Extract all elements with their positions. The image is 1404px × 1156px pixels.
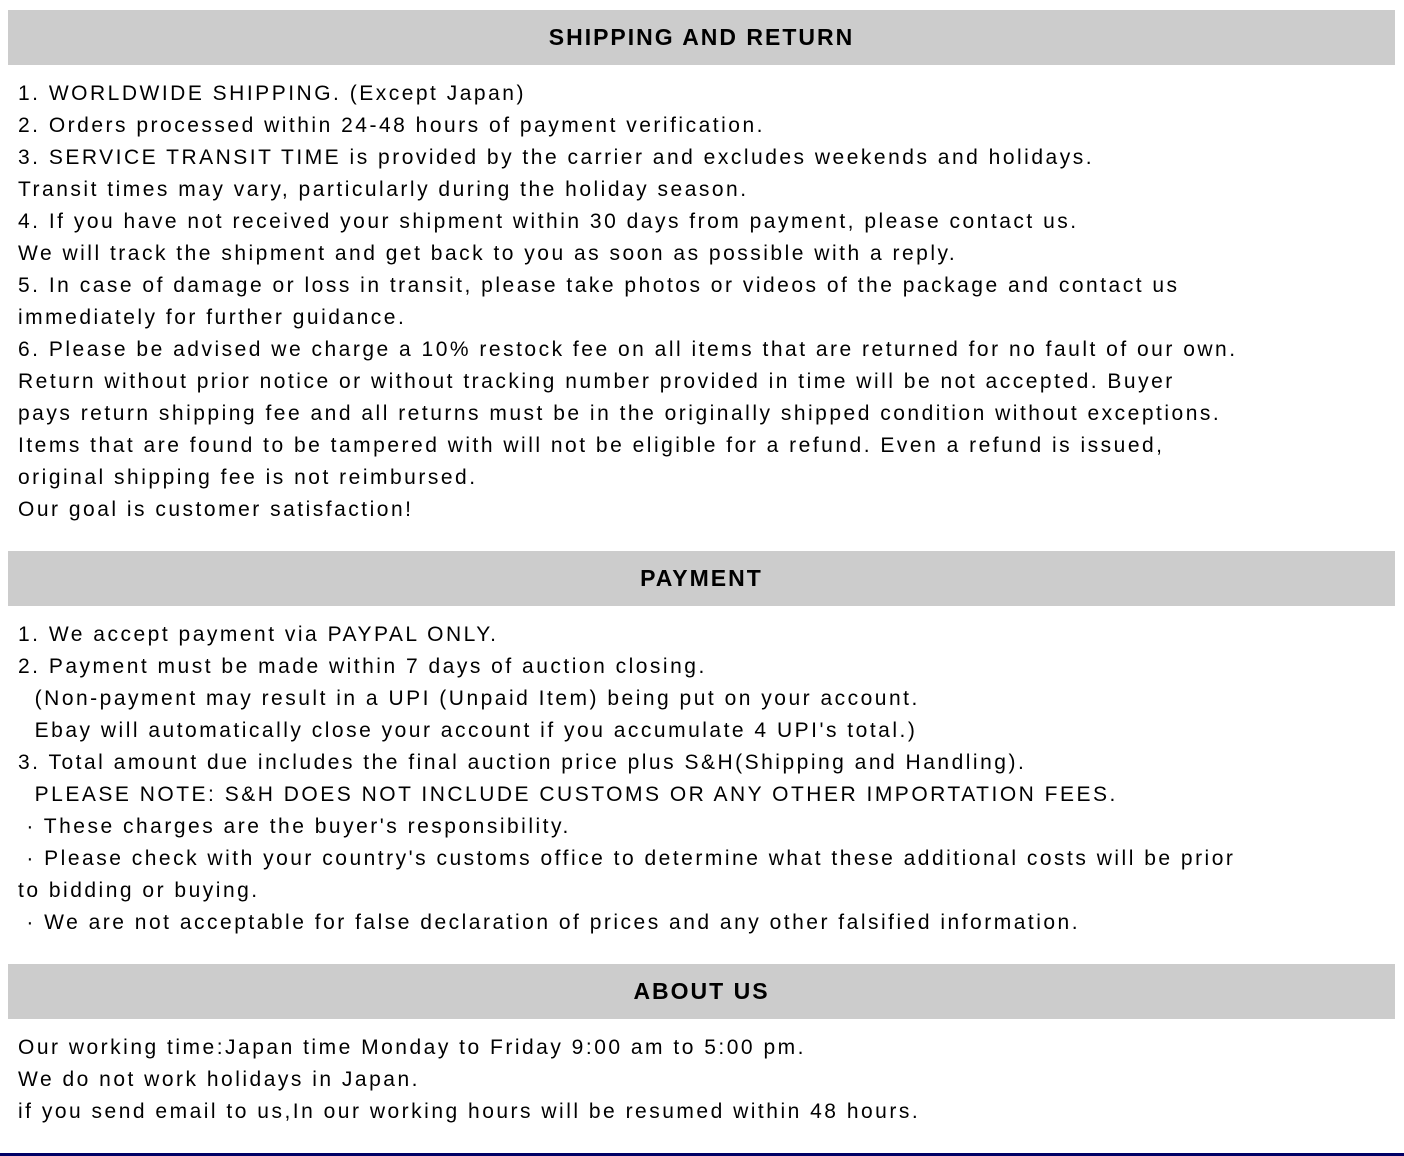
section-header-payment bbox=[8, 551, 1395, 606]
section-title: PAYMENT bbox=[640, 565, 763, 591]
body-line: 4. If you have not received your shipment within 30 days from payment, please contact us. bbox=[18, 210, 1079, 233]
body-line: 1. WORLDWIDE SHIPPING. (Except Japan) bbox=[18, 82, 526, 105]
section-title: SHIPPING AND RETURN bbox=[548, 24, 855, 50]
body-line: Transit times may vary, particularly during the holiday season. bbox=[18, 178, 749, 201]
section-header-about-us bbox=[8, 964, 1395, 1019]
body-line: if you send email to us,In our working hours will be resumed within 48 hours. bbox=[18, 1100, 921, 1123]
body-line: to bidding or buying. bbox=[18, 879, 260, 902]
body-line: immediately for further guidance. bbox=[18, 306, 407, 329]
body-line: Return without prior notice or without tracking number provided in time will be not accepted. Buyer bbox=[18, 370, 1175, 393]
body-line: We do not work holidays in Japan. bbox=[18, 1068, 420, 1091]
section-title: ABOUT US bbox=[633, 978, 770, 1004]
body-line: 2. Payment must be made within 7 days of auction closing. bbox=[18, 655, 707, 678]
section-body-shipping-and-return bbox=[0, 78, 1404, 526]
body-line: · Please check with your country's customs office to determine what these additional costs will be prior bbox=[18, 847, 1236, 870]
body-line: We will track the shipment and get back to you as soon as possible with a reply. bbox=[18, 242, 958, 265]
body-line: original shipping fee is not reimbursed. bbox=[18, 466, 478, 489]
body-line: Items that are found to be tampered with will not be eligible for a refund. Even a refund is issued, bbox=[18, 434, 1165, 457]
body-line: PLEASE NOTE: S&H DOES NOT INCLUDE CUSTOMS OR ANY OTHER IMPORTATION FEES. bbox=[18, 783, 1118, 806]
body-line: 1. We accept payment via PAYPAL ONLY. bbox=[18, 623, 499, 646]
body-line: Our goal is customer satisfaction! bbox=[18, 498, 414, 521]
body-line: 5. In case of damage or loss in transit, please take photos or videos of the package and contact us bbox=[18, 274, 1180, 297]
body-line: Our working time:Japan time Monday to Friday 9:00 am to 5:00 pm. bbox=[18, 1036, 806, 1059]
body-line: · We are not acceptable for false declaration of prices and any other falsified information. bbox=[18, 911, 1081, 934]
section-body-about-us bbox=[0, 1032, 1404, 1128]
section-header-shipping-and-return bbox=[8, 10, 1395, 65]
body-line: 3. Total amount due includes the final auction price plus S&H(Shipping and Handling). bbox=[18, 751, 1027, 774]
body-line: Ebay will automatically close your account if you accumulate 4 UPI's total.) bbox=[18, 719, 918, 742]
section-body-payment bbox=[0, 619, 1404, 939]
body-line: pays return shipping fee and all returns must be in the originally shipped condition without exceptions. bbox=[18, 402, 1222, 425]
body-line: (Non-payment may result in a UPI (Unpaid Item) being put on your account. bbox=[18, 687, 920, 710]
body-line: · These charges are the buyer's responsibility. bbox=[18, 815, 571, 838]
body-line: 2. Orders processed within 24-48 hours of payment verification. bbox=[18, 114, 765, 137]
body-line: 3. SERVICE TRANSIT TIME is provided by the carrier and excludes weekends and holidays. bbox=[18, 146, 1095, 169]
body-line: 6. Please be advised we charge a 10% restock fee on all items that are returned for no fault of our own. bbox=[18, 338, 1238, 361]
